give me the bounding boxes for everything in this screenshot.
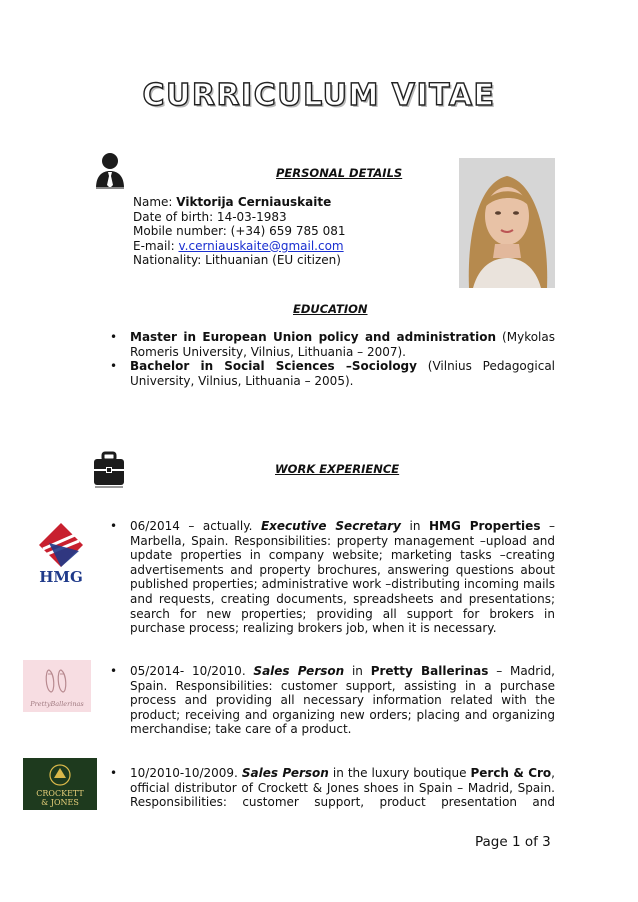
education-detail: (Vilnius Pedagogical University, Vilnius, Lithuania – 2005). <box>130 359 556 388</box>
education-detail: (Mykolas Romeris University, Vilnius, Lithuania – 2007). <box>130 330 555 359</box>
mobile-line: Mobile number: (+34) 659 785 081 <box>133 224 346 239</box>
profile-photo <box>459 158 555 288</box>
education-item <box>110 330 555 359</box>
work-description: – Marbella, Spain. Responsibilities: property management –upload and update properties in company website; marketing tasks –creating advertisements and property brochures, answering questions about published properties; administrative work –distributing incoming mails and requests, creating documents, spreadsheets and presentations; search for new properties; providing all support for brokers in purchase process; realizing brokers job, when it is necessary. <box>130 519 556 636</box>
work-company: Perch & Cro <box>470 766 552 780</box>
email-label: E-mail: <box>133 238 179 253</box>
page-title: CURRICULUM VITAE <box>142 78 496 113</box>
bullet-icon: • <box>110 766 118 780</box>
work-item <box>110 519 556 636</box>
education-degree: Bachelor in Social Sciences –Sociology <box>130 359 417 373</box>
personal-details-block <box>133 195 443 268</box>
dob-line: Date of birth: 14-03-1983 <box>133 209 287 224</box>
work-item <box>110 664 555 737</box>
jones-logo-text: & JONES <box>41 798 79 807</box>
page-number: Page 1 of 3 <box>475 834 551 850</box>
pretty-ballerinas-logo <box>23 660 91 712</box>
hmg-logo-text: HMG <box>39 568 83 585</box>
work-connector: in <box>400 519 429 533</box>
education-heading: EDUCATION <box>293 302 368 316</box>
work-role: Sales Person <box>253 664 345 678</box>
crockett-logo-text: CROCKETT <box>36 789 84 798</box>
crockett-jones-logo <box>23 758 97 810</box>
work-connector: in <box>344 664 371 678</box>
work-date: 06/2014 – actually. <box>130 519 261 533</box>
bullet-icon: • <box>110 664 118 678</box>
email-link[interactable]: v.cerniauskaite@gmail.com <box>178 238 344 253</box>
hmg-logo <box>35 521 87 585</box>
work-date: 05/2014- 10/2010. <box>130 664 254 678</box>
work-description: , official distributor of Crockett & Jones shoes in Spain – Madrid, Spain. Responsibilities: customer support, product presentation and <box>130 766 555 810</box>
personal-details-heading: PERSONAL DETAILS <box>276 166 403 180</box>
bullet-icon: • <box>110 359 118 373</box>
name-value: Viktorija Cerniauskaite <box>176 195 332 209</box>
education-item <box>110 359 556 388</box>
email-line <box>133 239 443 254</box>
name-label: Name: <box>133 195 177 209</box>
work-description: – Madrid, Spain. Responsibilities: customer support, assisting in a purchase process and providing all necessary information related with the product; receiving and organizing new orders; placing and organizing merchandise; take care of a product. <box>130 664 555 737</box>
pretty-logo-text: PrettyBallerinas <box>30 700 84 708</box>
nationality-line: Nationality: Lithuanian (EU citizen) <box>133 253 341 268</box>
person-icon <box>94 152 126 190</box>
work-experience-heading: WORK EXPERIENCE <box>275 462 400 476</box>
work-role: Sales Person <box>241 766 329 780</box>
education-degree: Master in European Union policy and administration <box>130 330 497 344</box>
work-date: 10/2010-10/2009. <box>130 766 242 780</box>
bullet-icon: • <box>110 519 118 533</box>
work-company: HMG Properties <box>428 519 541 533</box>
work-company: Pretty Ballerinas <box>370 664 489 678</box>
work-item <box>110 766 555 810</box>
work-role: Executive Secretary <box>260 519 401 533</box>
work-connector: in the luxury boutique <box>328 766 471 780</box>
bullet-icon: • <box>110 330 118 344</box>
name-line <box>133 195 443 210</box>
briefcase-icon <box>93 451 125 489</box>
